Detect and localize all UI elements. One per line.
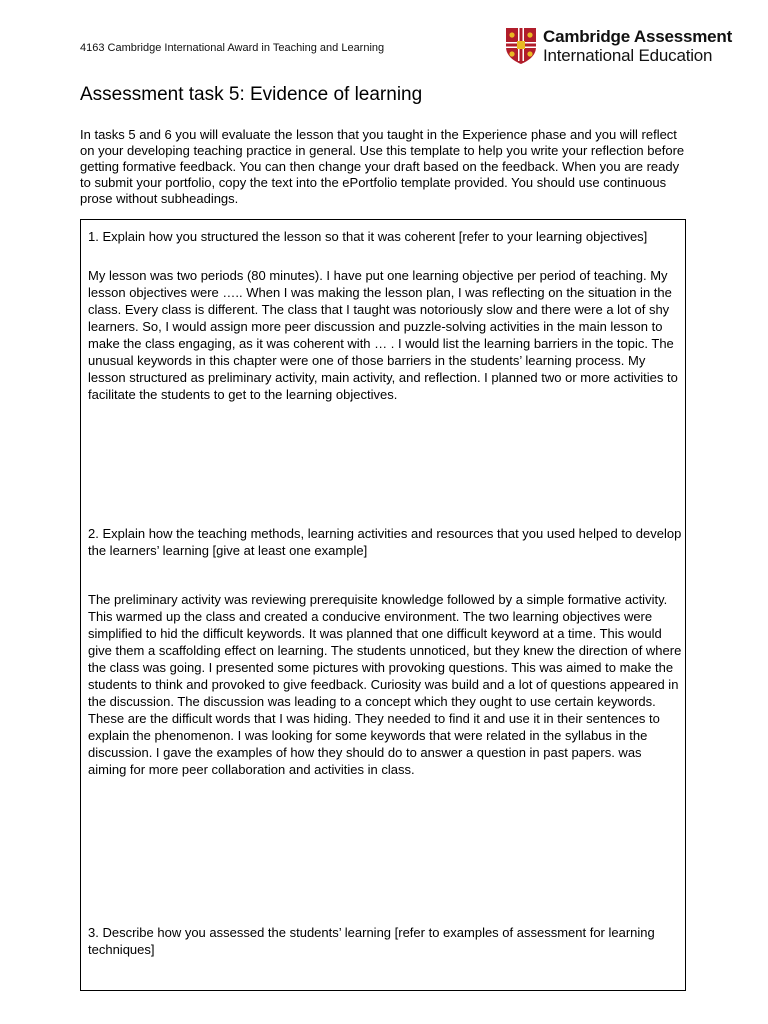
page-title: Assessment task 5: Evidence of learning: [80, 84, 423, 105]
question-2-prompt: 2. Explain how the teaching methods, learning activities and resources that you used helped to develop the learners’ learning [give at least one example]: [88, 526, 682, 558]
intro-paragraph: In tasks 5 and 6 you will evaluate the lesson that you taught in the Experience phase and you will reflect on your developing teaching practice in general. Use this template to help you write your reflection before getting formative feedback. You can then change your draft based on the feedback. When you are ready to submit your portfolio, copy the text into the ePortfolio template provided. You should use continuous prose without subheadings.: [80, 127, 685, 206]
logo-line-2: International Education: [543, 46, 713, 65]
question-1-prompt: 1. Explain how you structured the lesson so that it was coherent [refer to your learning objectives]: [88, 229, 648, 244]
cambridge-shield-icon: [505, 27, 537, 65]
question-2-answer[interactable]: The preliminary activity was reviewing prerequisite knowledge followed by a simple formative activity. This warmed up the class and created a conducive environment. The two learning objectives were simplified to hid the difficult keywords. It was planned that one difficult keyword at a time. This would give them a scaffolding effect on learning. The students unnoticed, but they knew the direction of where the class was going. I presented some pictures with provoking questions. This was aimed to make the students to think and provoked to give feedback. Curiosity was build and a lot of questions appeared in the discussion. The discussion was leading to a concept which they ought to use certain keywords. These are the difficult words that I was hiding. They needed to find it and use it in their sentences to explain the phenomenon. I was looking for some keywords that were related in the syllabus in the discussion. I gave the examples of how they should do to answer a question in past papers. was aiming for more peer collaboration and activities in class.: [88, 592, 682, 777]
reflection-box: [80, 219, 686, 991]
course-code: 4163 Cambridge International Award in Teaching and Learning: [80, 42, 385, 54]
question-1-answer[interactable]: My lesson was two periods (80 minutes). I have put one learning objective per period of teaching. My lesson objectives were ….. When I was making the lesson plan, I was reflecting on the situation in the class. Every class is different. The class that I taught was notoriously slow and there were a lot of shy learners. So, I would assign more peer discussion and puzzle-solving activities in the main lesson to make the class engaging, as it was coherent with … . I would list the learning barriers in the topic. The unusual keywords in this chapter were one of those barriers in the students’ learning process. My lesson structured as preliminary activity, main activity, and reflection. I planned two or more activities to facilitate the students to get to the learning objectives.: [88, 268, 678, 402]
question-3-prompt: 3. Describe how you assessed the students’ learning [refer to examples of assessment for learning techniques]: [88, 925, 655, 957]
logo-line-1: Cambridge Assessment: [543, 27, 733, 46]
cambridge-logo: [505, 27, 732, 65]
